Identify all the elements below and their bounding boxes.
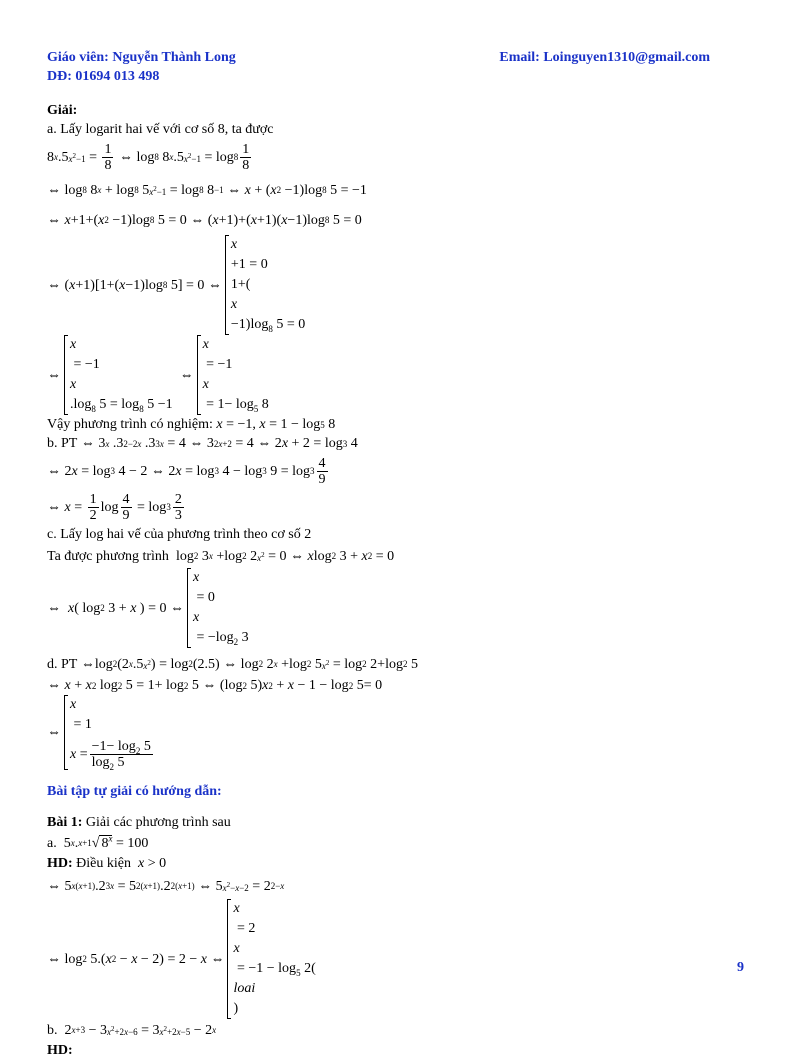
part-a-eq1: 8 x .5 $x^2-1$ = $\frac{1}{8}$ ⇔ log 8 8 x .5 $x^2-1$ = log 8 $\frac{1}{8}$ xyxy=(47,141,250,173)
exercises-title: Bài tập tự giải có hướng dẫn: xyxy=(47,784,222,799)
bai1-b-label: b. xyxy=(47,1022,58,1038)
part-b-eq2: ⇔ 2 x = log 3 4 − 2 ⇔ 2 x = log 3 4 − log 3 9 = log 3 $\frac{4}{9}$ xyxy=(47,455,326,487)
part-a-eq3: ⇔ x +1+( x 2 −1)log 8 5 = 0 ⇔ ( x +1)+( x +1)( x −1)log 8 5 = 0 xyxy=(47,212,362,228)
part-c-prefix: Ta được phương trình xyxy=(47,548,169,564)
page-header xyxy=(47,48,710,86)
part-a-eq2: ⇔ log 8 8 x + log 8 5 $x^2-1$ = log 8 8 −1 ⇔ x + ( x 2 −1)log 8 5 = −1 xyxy=(47,182,367,198)
bai1-header xyxy=(47,813,732,832)
part-d-eq2: ⇔ x + x 2 log 2 5 = 1+ log 2 5 ⇔ (log 2 5) x 2 + x − 1 − log 2 5= 0 xyxy=(47,678,383,693)
bai1-a-label: a. xyxy=(47,835,57,851)
bai1-text: Giải các phương trình sau xyxy=(85,815,231,830)
bai1-a-eq: a. 5 x . x+1 √ 8$^x$ = 100 xyxy=(47,832,149,851)
page-number: 9 xyxy=(737,960,744,975)
bai1-a-step2: ⇔ log 2 5.( x 2 − x − 2) = 2 − x ⇔ x = 2 x = $-1 - \log_5 2$( loai ) xyxy=(47,899,732,1019)
part-a-intro: a. Lấy logarit hai vế với cơ số 8, ta được xyxy=(47,122,274,137)
hd-text: Điều kiện xyxy=(76,856,131,871)
bai1-b-eq: b. 2 x+3 − 3 $x^2+2x-6$ = 3 $x^2+2x-5$ − 2 x xyxy=(47,1022,217,1038)
solution-title: Giải: xyxy=(47,103,78,118)
part-a-conclusion: Vậy phương trình có nghiệm: x = −1, x = 1 − log 5 8 xyxy=(47,417,336,432)
bai1-a-step1: ⇔ 5 x(x+1) .2 3x = 5 2(x+1) .2 2(x+1) ⇔ 5 $x^2-x-2$ = 2 2−x xyxy=(47,878,285,894)
document-body xyxy=(47,101,732,1060)
part-b-label: b. PT xyxy=(47,436,78,451)
part-d-eq3: ⇔ x = 1 x = $\frac{-1- \log_2 5}{\log_2 5}$ xyxy=(47,695,732,770)
conclusion-text: Vậy phương trình có nghiệm: xyxy=(47,417,213,432)
bai1-label: Bài 1: xyxy=(47,815,83,830)
bai1-b-hd: HD: xyxy=(47,1043,73,1058)
part-b-eq1: b. PT ⇔ 3 x .3 2−2x .3 3x = 4 ⇔ 3 2x+2 = 4 ⇔ 2 x + 2 = log 3 4 xyxy=(47,436,358,451)
part-a-eq5: ⇔ x = −1 x $.\log_8$ $5 = \log_8 5 -1$ ⇔ x = −1 x = $1- \log_5 8$ xyxy=(47,337,269,414)
loai-text: loai xyxy=(233,981,256,996)
teacher-name: Giáo viên: Nguyễn Thành Long xyxy=(47,50,236,65)
part-d-eq1: d. PT ⇔log 2 (2 x .5 $x^2$ ) = log 2 (2.5) ⇔ log 2 2 x +log 2 5 $x^2$ = log 2 2+log 2 5 xyxy=(47,656,418,672)
teacher-phone: DĐ: 01694 013 498 xyxy=(47,69,160,84)
hd-label: HD: xyxy=(47,856,73,871)
part-a-eq4: ⇔ ( x +1)[1+( x −1)log 8 5] = 0 ⇔ x +1 = 0 1+( x $-1)\log_8$ 5 = 0 xyxy=(47,237,306,334)
part-c-eq1: Ta được phương trình log 2 3 x +log 2 2 $x^2$ = 0 ⇔ x log 2 3 + x 2 = 0 xyxy=(47,548,395,564)
bai1-a-hd: HD: Điều kiện x > 0 xyxy=(47,856,167,871)
part-d-label: d. PT xyxy=(47,656,78,672)
part-b-eq3: ⇔ x = $\frac{1}{2}$ log $\frac{4}{9}$ = log 3 $\frac{2}{3}$ xyxy=(47,491,182,523)
part-c-intro: c. Lấy log hai vế của phương trình theo cơ số 2 xyxy=(47,527,312,542)
part-c-eq2: ⇔ x ( log 2 3 + x ) = 0 ⇔ x = 0 x = $-\log_2$ 3 xyxy=(47,570,249,647)
teacher-email: Email: Loinguyen1310@gmail.com xyxy=(499,50,710,65)
